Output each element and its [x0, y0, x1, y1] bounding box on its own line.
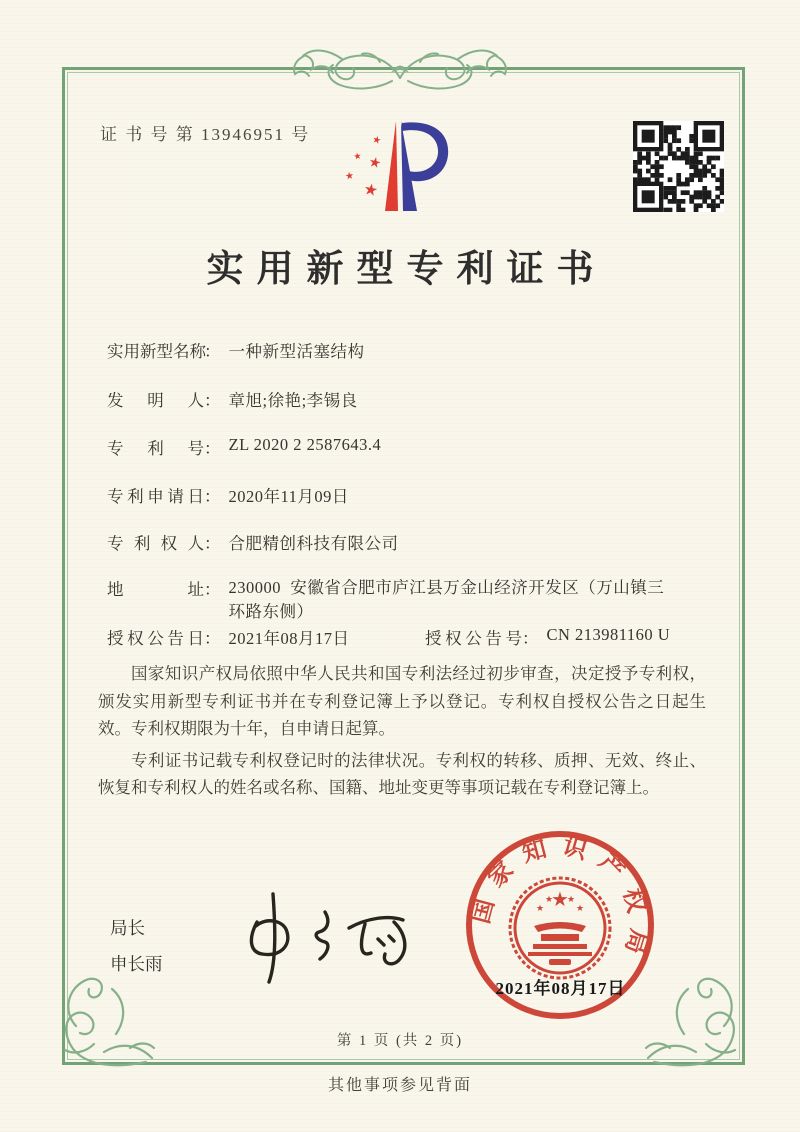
field-value: ZL 2020 2 2587643.4 — [228, 435, 382, 454]
label-colon: ： — [204, 342, 221, 361]
field-label: 专利申请日 — [107, 487, 204, 506]
certificate-title: 实用新型专利证书 — [206, 249, 607, 290]
field-label: 实用新型名称 — [107, 342, 206, 361]
svg-text:★: ★ — [367, 153, 383, 173]
label-colon: ： — [204, 629, 221, 648]
svg-text:★: ★ — [362, 178, 380, 201]
label-colon: ： — [204, 487, 221, 506]
field-row-inventors — [107, 387, 358, 411]
field-row-filing-date — [107, 483, 349, 507]
field-value: 一种新型活塞结构 — [228, 342, 365, 361]
field-row-address — [107, 576, 667, 624]
director-block — [110, 910, 163, 982]
cnipa-logo — [340, 118, 462, 218]
director-title: 局长 — [110, 918, 145, 938]
svg-text:★: ★ — [352, 151, 363, 163]
label-colon: ： — [204, 391, 221, 410]
seal-date: 2021年08月17日 — [495, 979, 626, 998]
field-label: 专利号 — [107, 439, 204, 458]
field-value: 2020年11月09日 — [228, 487, 349, 506]
field-row-name — [107, 338, 365, 362]
footer-note: 其他事项参见背面 — [327, 1077, 472, 1094]
field-label: 授权公告号 — [425, 629, 522, 648]
svg-text:★: ★ — [566, 895, 576, 905]
field-row-patent-number — [107, 435, 381, 459]
field-value: 230000 安徽省合肥市庐江县万金山经济开发区（万山镇三环路东侧） — [228, 578, 665, 621]
svg-text:★: ★ — [370, 134, 383, 148]
field-label: 授权公告日 — [107, 629, 204, 648]
field-label: 地址 — [107, 580, 204, 599]
field-row-grant-number — [425, 625, 670, 649]
logo-stars — [344, 134, 382, 200]
seal-ring-text: 国家知识产权局 — [468, 833, 652, 969]
svg-text:★: ★ — [344, 170, 355, 183]
national-emblem — [510, 878, 610, 978]
field-value: 合肥精创科技有限公司 — [228, 534, 399, 553]
legal-paragraph-1: 国家知识产权局依照中华人民共和国专利法经过初步审查，决定授予专利权，颁发实用新型专利证书并在专利登记簿上予以登记。专利权自授权公告之日起生效。专利权期限为十年，自申请日起算。 — [98, 664, 706, 738]
field-label: 发明人 — [107, 391, 204, 410]
label-colon: ： — [522, 629, 539, 648]
director-name: 申长雨 — [110, 954, 163, 974]
svg-text:★: ★ — [551, 887, 569, 911]
field-value: CN 213981160 U — [546, 625, 671, 644]
page-indicator: 第 1 页 (共 2 页) — [336, 1033, 464, 1049]
qr-code — [633, 121, 724, 212]
svg-text:★: ★ — [535, 904, 545, 914]
field-label: 专利权人 — [107, 534, 204, 553]
field-row-grant-date — [107, 625, 350, 649]
label-colon: ： — [204, 580, 221, 599]
certificate-number: 证 书 号 第 13946951 号 — [100, 125, 311, 144]
field-value: 章旭;徐艳;李锡良 — [228, 391, 358, 410]
label-colon: ： — [204, 534, 221, 553]
svg-text:★: ★ — [544, 895, 554, 905]
field-row-patentee — [107, 530, 399, 554]
field-value: 2021年08月17日 — [228, 629, 350, 648]
label-colon: ： — [204, 439, 221, 458]
svg-text:★: ★ — [575, 904, 585, 914]
legal-text-block — [98, 660, 706, 806]
legal-paragraph-2: 专利证书记载专利权登记时的法律状况。专利权的转移、质押、无效、终止、恢复和专利权人的姓名或名称、国籍、地址变更等事项记载在专利登记簿上。 — [98, 750, 706, 797]
director-signature — [228, 882, 423, 990]
